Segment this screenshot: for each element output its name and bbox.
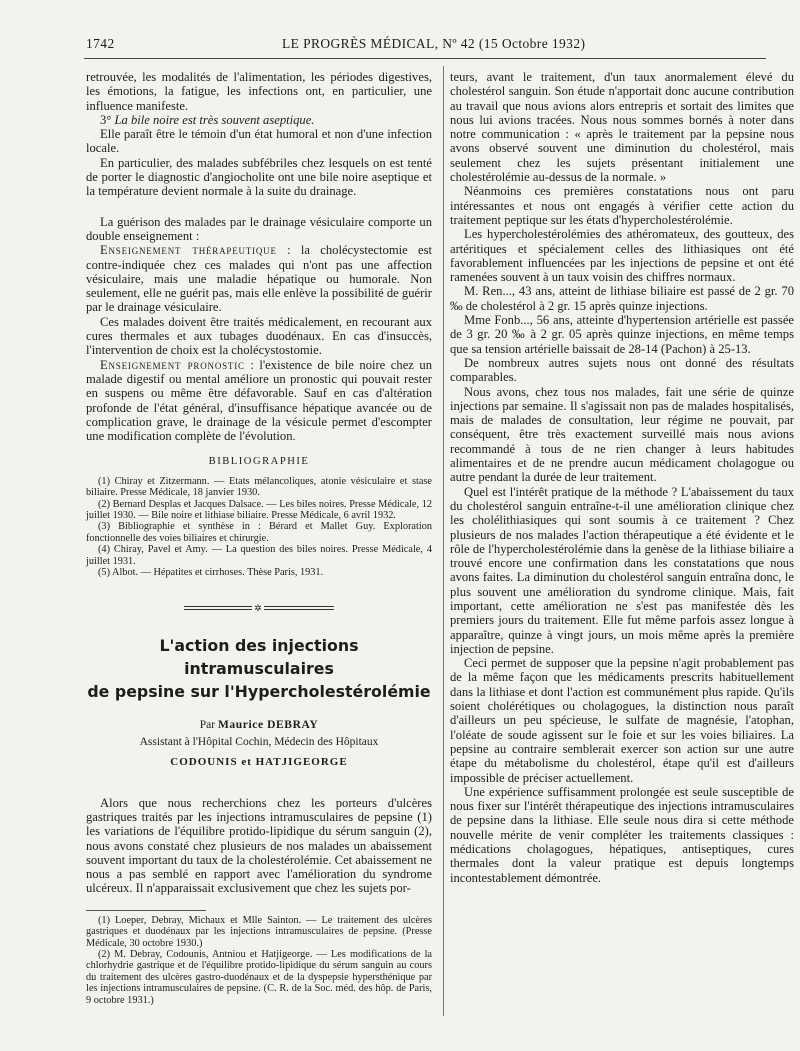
paragraph: Mme Fonb..., 56 ans, atteinte d'hypertension artérielle est passée de 3 gr. 20 ‰ à 2 gr. 05 après quinze injections, en même temps que sa tension artérielle baissait de 28-14 (Pachon) à 25-13.	[450, 313, 794, 356]
bibliography-entry: (2) Bernard Desplas et Jacques Dalsace. — Les biles noires. Presse Médicale, 12 juillet 1930. — Bile noire et lithiase biliaire. Presse Médicale, 6 avril 1932.	[86, 498, 432, 521]
paragraph: Les hypercholestérolémies des athéromateux, des goutteux, des artéritiques et spécialement celles des lithiasiques ont été favorablement influencées par les injections de pepsine et ont été ramenées souvent à un taux voisin des chiffres normaux.	[450, 227, 794, 285]
author-name: Maurice DEBRAY	[217, 719, 319, 732]
item-number: 3°	[100, 112, 112, 127]
item-heading: La bile noire est très souvent aseptique.	[114, 112, 315, 127]
ornament-divider: ✲	[184, 604, 334, 612]
paragraph: retrouvée, les modalités de l'alimentation, les périodes digestives, les émotions, la fatigue, les infections ont, en particulier, une influence manifeste.	[86, 70, 432, 113]
section-text: : la cholécystectomie est contre-indiquée chez ces malades qui n'ont pas une affection vésiculaire, mais une maladie hépatique ou humorale. Non seulement, elle ne guérit pas, mais elle enlève la possibilité de guérir par le drainage vésiculaire.	[86, 243, 432, 315]
paragraph: De nombreux autres sujets nous ont donné des résultats comparables.	[450, 355, 794, 385]
paragraph	[86, 243, 432, 314]
paragraph: La guérison des malades par le drainage vésiculaire comporte un double enseignement :	[86, 214, 432, 243]
section-text: : l'existence de bile noire chez un malade digestif ou mental améliore un pronostic qui pouvait rester en suspens ou même être défavorable. Sauf en cas d'altération profonde de l'état général, d'insuffisance hépatique avancée ou de complication grave, le drainage de la vésicule permet d'escompter une modification complète de l'évolution.	[86, 357, 433, 444]
section-label: Enseignement pronostic	[100, 357, 245, 372]
coauthors: CODOUNIS et HATJIGEORGE	[170, 756, 348, 769]
article-title-line: L'action des injections intramusculaires	[159, 636, 359, 679]
paragraph: Une expérience suffisamment prolongée est seule susceptible de nous fixer sur l'intérêt thérapeutique des injections intramusculaires de pepsine dans la lithiase. Elle seule nous dira si cette méthode nouvelle mérite de venir compléter les traitements classiques : médications cholagogues, hépatiques, antiseptiques, cures thermales dont la valeur pratique est depuis longtemps incontestablement démontrée.	[450, 784, 794, 885]
left-column	[86, 70, 432, 1006]
paragraph: Néanmoins ces premières constatations nous ont paru intéressantes et nous ont engagés à vérifier cette action du traitement peptique sur les états d'hypercholestérolémie.	[450, 184, 794, 227]
running-title: LE PROGRÈS MÉDICAL, Nº 42 (15 Octobre 1932)	[282, 36, 586, 51]
article-title-line: de pepsine sur l'Hypercholestérolémie	[87, 682, 431, 702]
footnote: (1) Loeper, Debray, Michaux et Mlle Sainton. — Le traitement des ulcères gastriques et duodénaux par les injections intramusculaires de pepsine. (Presse Médicale, 30 octobre 1930.)	[86, 914, 432, 949]
footnote: (2) M. Debray, Codounis, Antniou et Hatjigeorge. — Les modifications de la chlorhydrie gastrique et de l'équilibre protido-lipidique du sérum sanguin au cours du traitement des ulcères gastro-duodénaux et de la dyspepsie hypersthénique par les injections intramusculaires de pepsine. (C. R. de la Soc. méd. des hôp. de Paris, 9 octobre 1931.)	[86, 948, 432, 1006]
header-rule	[84, 58, 766, 59]
bibliography-title: BIBLIOGRAPHIE	[208, 456, 310, 468]
bibliography-entry: (4) Chiray, Pavel et Amy. — La question des biles noires. Presse Médicale, 4 juillet 1931.	[86, 544, 432, 567]
right-column	[450, 70, 794, 885]
paragraph: Ceci permet de supposer que la pepsine n'agit probablement pas de la même façon que les médicaments prescrits habituellement dans la lithiase et dont l'action est communément plus rapide. Qu'ils soient cholérétiques ou cholagogues, la distinction nous paraît d'ailleurs un peu spécieuse, le sulfate de magnésie, l'atophan, l'oléate de soude agissent sur le foie et sur les voies biliaires. La pepsine au contraire semblerait exercer son action sur une autre étape du métabolisme du cholestérol, étape qu'il est d'ailleurs impossible de préciser actuellement.	[450, 656, 794, 785]
column-divider	[443, 66, 444, 1016]
author-prefix: Par	[199, 719, 216, 732]
paragraph: Quel est l'intérêt pratique de la méthode ? L'abaissement du taux du cholestérol sanguin entraîne-t-il une amélioration clinique chez les cholélithiasiques qui sont soumis à ce traitement ? Chez plusieurs de nos malades l'action thérapeutique a été évidente et le rôle de l'hypercholestérolémie dans la genèse de la lithiase biliaire a trouvé encore une confirmation dans les constatations que nous avons faites. La diminution du cholestérol sanguin entraîna donc, le plus souvent une amélioration du syndrome clinique. Mais, fait important, cette amélioration ne s'est pas manifestée dès les premiers jours du traitement. Elle fut même parfois assez longue à apparaître, quinze à vingt jours, un mois même après la première injection de pepsine.	[450, 484, 794, 656]
footnotes	[86, 915, 432, 1006]
paragraph: teurs, avant le traitement, d'un taux anormalement élevé du cholestérol sanguin. Son étude n'apportait donc aucune contribution au travail que nous avions alors entrepris et sortait des limites que nous lui avions tracées. Nous nous sommes bornés à noter dans notre communication : « après le traitement par la pepsine nous avons observé souvent une diminution du cholestérol, mais seulement chez les sujets présentant initialement une cholestérolémie au-dessus de la normale. »	[450, 70, 794, 185]
bibliography	[86, 476, 432, 579]
bibliography-entry: (5) Albot. — Hépatites et cirrhoses. Thèse Paris, 1931.	[98, 566, 324, 578]
page-number: 1742	[86, 36, 115, 51]
paragraph: Alors que nous recherchions chez les porteurs d'ulcères gastriques traités par les injections intramusculaires de pepsine (1) les variations de l'équilibre protido-lipidique du sérum sanguin (2), nous avons constaté chez plusieurs de nos malades un abaissement souvent important du taux de la cholestérolémie. Cet abaissement ne nous a pas semblé en rapport avec l'amélioration du syndrome ulcéreux. Il n'apparaissait exclusivement que chez les sujets por-	[86, 795, 432, 896]
paragraph: M. Ren..., 43 ans, atteint de lithiase biliaire est passé de 2 gr. 70 ‰ de cholestérol à 2 gr. 15 après quinze injections.	[450, 284, 794, 313]
section-label: Enseignement thérapeutique	[100, 243, 277, 258]
paragraph: Elle paraît être le témoin d'un état humoral et non d'une infection locale.	[86, 127, 432, 156]
author-block	[86, 717, 432, 751]
article-title	[86, 634, 432, 703]
paragraph: Nous avons, chez tous nos malades, fait une série de quinze injections par semaine. Il s'agissait non pas de malades hospitalisés, mais de malades de consultation, leur régime ne pouvait, par conséquent, être très exactement surveillé mais nous avions recommandé à tous de ne rien changer à leurs habitudes alimentaires et de ne prendre aucun médicament cholagogue ou autre pendant la durée de leur traitement.	[450, 384, 794, 485]
footnote-rule	[86, 910, 206, 911]
bibliography-entry: (1) Chiray et Zitzermann. — Etats mélancoliques, atonie vésiculaire et stase biliaire. Presse Médicale, 18 janvier 1930.	[86, 475, 432, 499]
author-role: Assistant à l'Hôpital Cochin, Médecin des Hôpitaux	[139, 736, 379, 749]
bibliography-entry: (3) Bibliographie et synthèse in : Bérard et Mallet Guy. Exploration fonctionnelle des voies biliaires et chirurgie.	[86, 521, 432, 544]
paragraph: En particulier, des malades subfébriles chez lesquels on est tenté de porter le diagnostic d'angiocholite ont une bile noire aseptique et la température devient normale à la suite du drainage.	[86, 155, 432, 199]
paragraph: Ces malades doivent être traités médicalement, en recourant aux cures thermales et aux tubages duodénaux. En cas d'insuccès, l'intervention de choix est la cholécystostomie.	[86, 314, 432, 358]
paragraph	[86, 113, 432, 127]
paragraph	[86, 358, 432, 444]
